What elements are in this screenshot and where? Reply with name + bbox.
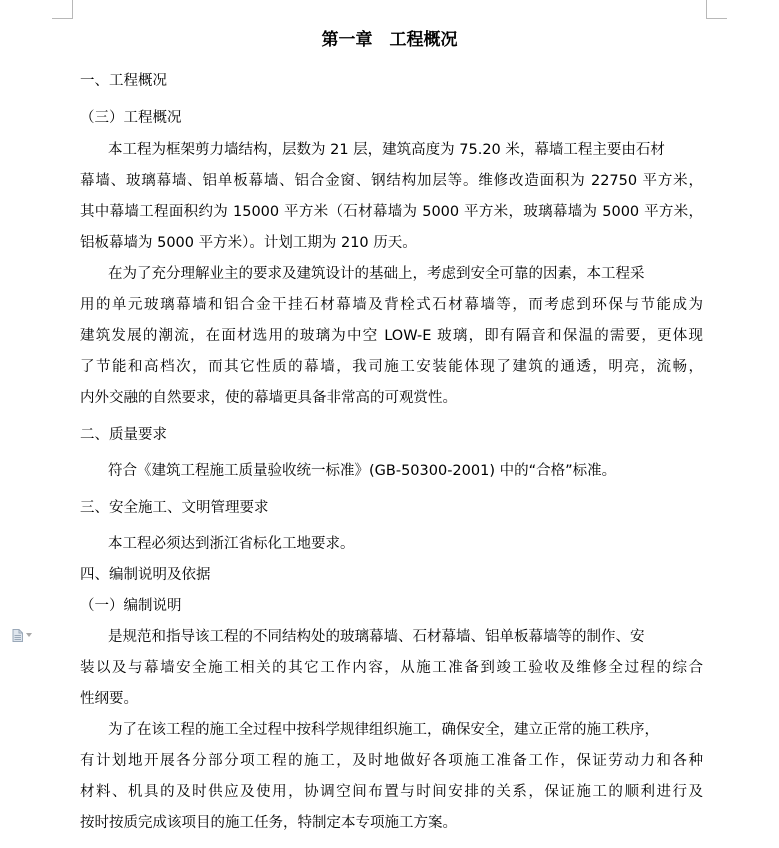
paragraph-line: 材料、机具的及时供应及使用，协调空间布置与时间安排的关系，保证施工的顺利进行及 — [80, 784, 703, 800]
document-icon — [12, 629, 23, 642]
chevron-down-icon — [26, 633, 32, 637]
paragraph-line: 其中幕墙工程面积约为 15000 平方米（石材幕墙为 5000 平方米，玻璃幕墙为 5000 平方米， — [80, 204, 703, 220]
subheading-1: （一）编制说明 — [80, 598, 182, 614]
paragraph-line: 按时按质完成该项目的施工任务，特制定本专项施工方案。 — [80, 815, 457, 831]
paragraph-line: 了节能和高档次，而其它性质的幕墙，我司施工安装能体现了建筑的通透，明亮，流畅， — [80, 359, 703, 375]
paragraph-line: 建筑发展的潮流，在面材选用的玻璃为中空 LOW-E 玻璃，即有隔音和保温的需要，更体现 — [80, 328, 703, 344]
paragraph-layout-marker[interactable] — [12, 628, 38, 642]
paragraph-line: 用的单元玻璃幕墙和铝合金干挂石材幕墙及背栓式石材幕墙等，而考虑到环保与节能成为 — [80, 297, 703, 313]
paragraph-line: 内外交融的自然要求，使的幕墙更具备非常高的可观赏性。 — [80, 390, 457, 406]
paragraph-line: 性纲要。 — [80, 691, 138, 707]
heading-3: 三、安全施工、文明管理要求 — [80, 500, 269, 516]
paragraph-line: 本工程必须达到浙江省标化工地要求。 — [108, 536, 355, 552]
heading-4: 四、编制说明及依据 — [80, 567, 211, 583]
subheading-3: （三）工程概况 — [80, 110, 182, 126]
paragraph-line: 有计划地开展各分部分项工程的施工，及时地做好各项施工准备工作，保证劳动力和各种 — [80, 753, 703, 769]
heading-2: 二、质量要求 — [80, 427, 167, 443]
page-corner-mark-top-right — [706, 0, 727, 19]
paragraph-line: 为了在该工程的施工全过程中按科学规律组织施工，确保安全，建立正常的施工秩序， — [108, 722, 659, 738]
paragraph-line: 幕墙、玻璃幕墙、铝单板幕墙、铝合金窗、钢结构加层等。维修改造面积为 22750 平方米， — [80, 173, 703, 189]
paragraph-line: 在为了充分理解业主的要求及建筑设计的基础上，考虑到安全可靠的因素，本工程采 — [108, 266, 645, 282]
paragraph-line: 符合《建筑工程施工质量验收统一标准》(GB-50300-2001) 中的“合格”标准。 — [108, 463, 617, 479]
chapter-title: 第一章 工程概况 — [321, 30, 458, 50]
heading-1: 一、工程概况 — [80, 73, 167, 89]
paragraph-line: 本工程为框架剪力墙结构，层数为 21 层，建筑高度为 75.20 米，幕墙工程主要由石材 — [108, 142, 665, 158]
paragraph-line: 装以及与幕墙安全施工相关的其它工作内容，从施工准备到竣工验收及维修全过程的综合 — [80, 660, 703, 676]
paragraph-line: 铝板幕墙为 5000 平方米）。计划工期为 210 历天。 — [80, 235, 417, 251]
page-corner-mark-top-left — [52, 0, 73, 19]
paragraph-line: 是规范和指导该工程的不同结构处的玻璃幕墙、石材幕墙、铝单板幕墙等的制作、安 — [108, 629, 645, 645]
